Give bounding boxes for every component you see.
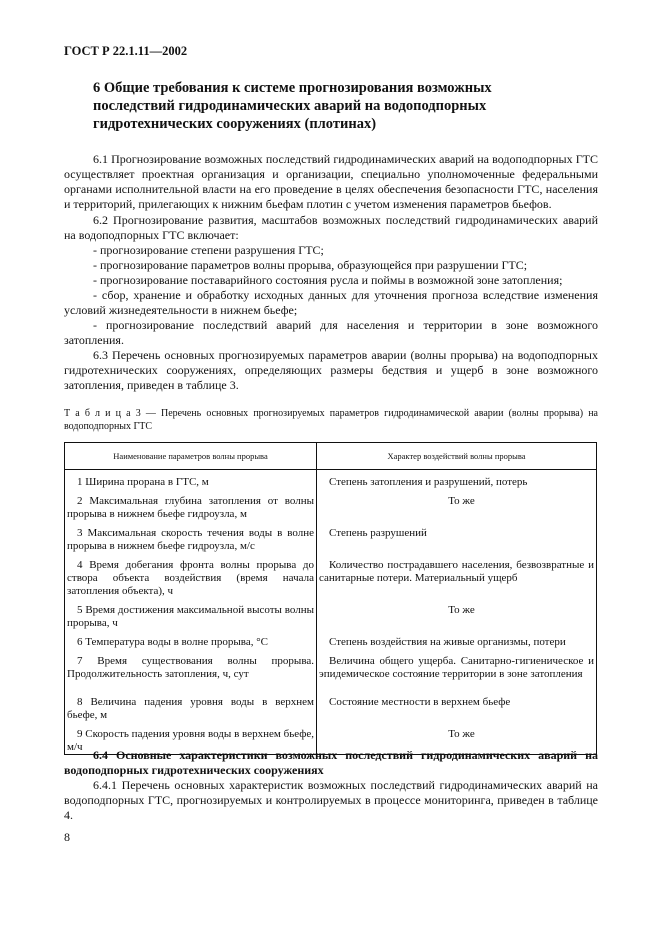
cell-text: 4 Время добегания фронта волны прорыва до створа объекта воздействия (время начала затопления объекта), ч	[67, 559, 314, 597]
list-item: - прогнозирование параметров волны прорыва, образующейся при разрушении ГТС;	[93, 258, 528, 272]
cell-text: 5 Время достижения максимальной высоты волны прорыва, ч	[67, 604, 314, 629]
effect-cell	[317, 630, 597, 649]
cell-text: Степень разрушений	[329, 527, 427, 539]
parameter-cell	[65, 521, 317, 553]
paragraph-6-4-1: 6.4.1 Перечень основных характеристик возможных последствий гидродинамических аварий на водоподпорных ГТС, прогнозируемых и контролируемых в процессе мониторинга, приведен в таблице 4.	[64, 778, 598, 822]
section-body	[64, 152, 598, 393]
paragraph-6-3: 6.3 Перечень основных прогнозируемых параметров аварии (волны прорыва) на водоподпорных гидротехнических сооружениях, определяющих размеры бедствия и ущерб в зоне возможного затопления, приведен в таблице 3.	[64, 348, 598, 392]
table-row	[65, 470, 597, 490]
cell-text: 8 Величина падения уровня воды в верхнем бьефе, м	[67, 696, 314, 721]
list-item: - прогнозирование последствий аварий для населения и территории в зоне возможного затопления.	[64, 318, 598, 347]
column-header: Характер воздействий волны прорыва	[317, 443, 597, 470]
cell-text: 6 Температура воды в волне прорыва, °С	[77, 636, 268, 648]
parameter-cell	[65, 630, 317, 649]
cell-text: 2 Максимальная глубина затопления от волны прорыва в нижнем бьефе гидроузла, м	[67, 495, 314, 520]
effect-cell	[317, 521, 597, 553]
effect-cell	[317, 489, 597, 521]
cell-text: Степень затопления и разрушений, потерь	[329, 476, 528, 488]
list-item: - прогнозирование степени разрушения ГТС;	[93, 243, 324, 257]
section-6-4	[64, 748, 598, 823]
cell-text: 7 Время существования волны прорыва. Продолжительность затопления, ч, сут	[67, 655, 314, 680]
table-row	[65, 521, 597, 553]
effect-cell	[317, 598, 597, 630]
cell-text: Величина общего ущерба. Санитарно-гигиеническое и эпидемическое состояние территории в зоне затопления	[319, 655, 594, 680]
cell-text: 9 Скорость падения уровня воды в верхнем бьефе, м/ч	[67, 728, 314, 753]
table-row	[65, 649, 597, 690]
section-title: 6 Общие требования к системе прогнозирования возможных последствий гидродинамических аварий на водоподпорных гидротехнических сооружениях (плотинах)	[93, 80, 492, 132]
table-row	[65, 553, 597, 598]
cell-text: То же	[448, 728, 475, 740]
table-caption: Т а б л и ц а 3 — Перечень основных прогнозируемых параметров гидродинамической аварии (волны прорыва) на водоподпорных ГТС	[64, 408, 598, 432]
effect-cell	[317, 553, 597, 598]
subsection-heading: 6.4 Основные характеристики возможных последствий гидродинамических аварий на водоподпорных гидротехнических сооружениях	[64, 748, 598, 777]
cell-text: Состояние местности в верхнем бьефе	[329, 696, 511, 708]
cell-text: 1 Ширина прорана в ГТС, м	[77, 476, 209, 488]
list-item: - сбор, хранение и обработку исходных данных для уточнения прогноза вследствие изменения условий жизнедеятельности в нижнем бьефе;	[64, 288, 598, 317]
page-number: 8	[64, 830, 70, 844]
parameter-cell	[65, 489, 317, 521]
effect-cell	[317, 649, 597, 690]
cell-text: 3 Максимальная скорость течения воды в волне прорыва в нижнем бьефе гидроузла, м/с	[67, 527, 314, 552]
document-header: ГОСТ Р 22.1.11—2002	[64, 44, 188, 58]
table-row	[65, 690, 597, 722]
parameter-cell	[65, 690, 317, 722]
parameter-cell	[65, 553, 317, 598]
paragraph-6-2: 6.2 Прогнозирование развития, масштабов возможных последствий гидродинамических аварий на водоподпорных ГТС включает:	[64, 213, 598, 242]
effect-cell	[317, 470, 597, 490]
parameters-table	[64, 442, 597, 755]
paragraph-6-1: 6.1 Прогнозирование возможных последствий гидродинамических аварий на водоподпорных ГТС осуществляет проектная организация и организации, специально уполномоченные федеральными органами исполнительной власти на его проведение в целях обеспечения безопасности ГТС, населения и территорий, прилегающих к нижним бьефам плотин с учетом изменения параметров бьефов.	[64, 152, 598, 211]
table-row	[65, 630, 597, 649]
parameter-cell	[65, 470, 317, 490]
table-row	[65, 489, 597, 521]
cell-text: То же	[448, 604, 475, 616]
column-header: Наименование параметров волны прорыва	[65, 443, 317, 470]
table-row	[65, 598, 597, 630]
parameter-cell	[65, 598, 317, 630]
effect-cell	[317, 690, 597, 722]
cell-text: Степень воздействия на живые организмы, потери	[329, 636, 566, 648]
parameter-cell	[65, 649, 317, 690]
cell-text: Количество пострадавшего населения, безвозвратные и санитарные потери. Материальный ущерб	[319, 559, 594, 584]
cell-text: То же	[448, 495, 475, 507]
list-item: - прогнозирование поставарийного состояния русла и поймы в возможной зоне затопления;	[93, 273, 563, 287]
